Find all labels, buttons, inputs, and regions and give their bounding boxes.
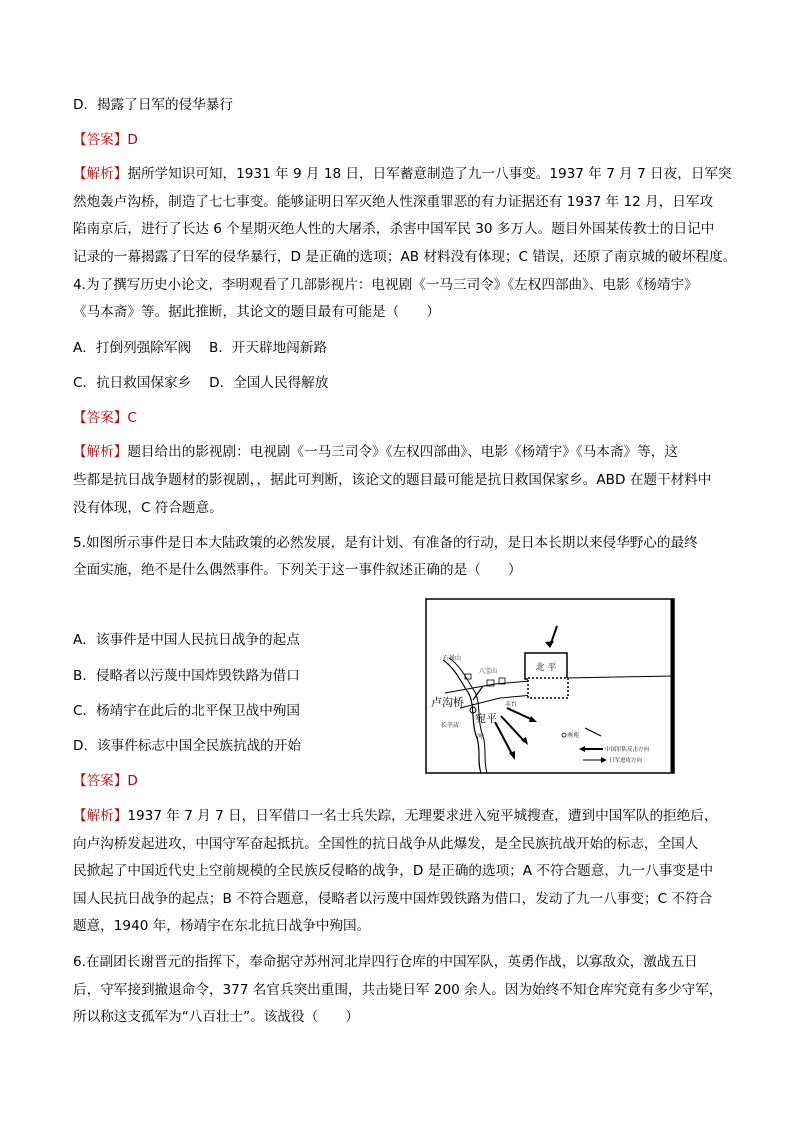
q5-option-b: B．侵略者以污蔑中国炸毁铁路为借口 [73,668,300,684]
q4-stem-line-1: 4.为了撰写历史小论文，李明观看了几部影视片：电视剧《一马三司令》《左权四部曲》、电影《杨靖宇》 [73,277,698,293]
analysis-tag: 【解析】 [73,808,128,824]
q5-option-a: A．该事件是中国人民抗日战争的起点 [73,632,300,648]
q4-options-row-1: A．打倒列强除军阀 B．开天辟地闯新路 [73,340,328,356]
map-label-changxindian: 长辛店 [441,722,460,729]
answer-value: D [127,773,138,789]
q3-analysis-line-1: 【解析】据所学知识可知，1931 年 9 月 18 日，日军蓄意制造了九一八事变。1937 年 7 月 7 日夜，日军突 [73,166,732,182]
q4-stem-line-2: 《马本斋》等。据此推断，其论文的题目最有可能是（ ） [73,304,441,320]
q4-analysis-line-2: 些都是抗日战争题材的影视剧，，据此可判断，该论文的题目最可能是抗日救国保家乡。ABD 在题干材料中 [73,472,712,488]
map-label-shijingshan: 石景山 [443,655,462,662]
q3-answer [73,131,138,149]
map-label-nanyuan: 南苑 [567,732,580,739]
q5-option-d: D．该事件标志中国全民族抗战的开始 [73,738,301,754]
q4-analysis-line-3: 没有体现，C 符合题意。 [73,500,223,516]
map-legend-chinese-army: 中国军队反击方向 [605,747,650,753]
map-label-beiping: 北 平 [535,663,557,673]
q5-stem-line-2: 全面实施，绝不是什么偶然事件。下列关于这一事件叙述正确的是（ ） [73,562,522,578]
analysis-tag: 【解析】 [73,444,128,460]
answer-tag: 【答案】 [73,132,128,148]
map-label-babaoshan: 八宝山 [479,668,498,675]
q6-stem-line-2: 后，守军接到撤退命令，377 名官兵突出重围，共击毙日军 200 余人。因为始终不知仓库究竟有多少守军， [73,982,723,998]
answer-tag: 【答案】 [73,773,128,789]
q5-stem-line-1: 5.如图所示事件是日本大陆政策的必然发展，是有计划、有准备的行动，是日本长期以来侵华野心的最终 [73,535,698,551]
q5-option-c: C．杨靖宇在此后的北平保卫战中殉国 [73,703,300,719]
answer-value: D [127,132,138,148]
q4-analysis-line-1: 【解析】题目给出的影视剧：电视剧《一马三司令》《左权四部曲》、电影《杨靖宇》《马本斋》等，这 [73,444,678,460]
map-legend-japanese-army: 日军进攻方向 [609,758,643,764]
q5-analysis-line-4: 国人民抗日战争的起点；B 不符合题意，侵略者以污蔑中国炸毁铁路为借口，发动了九一八事变；C 不符合 [73,891,713,907]
analysis-tag: 【解析】 [73,166,128,182]
q3-analysis-line-3: 陷南京后，进行了长达 6 个星期灭绝人性的大屠杀，杀害中国军民 30 多万人。题目外国某传教士的日记中 [73,221,715,237]
answer-tag: 【答案】 [73,410,128,426]
q6-stem-line-1: 6.在副团长谢晋元的指挥下，奉命据守苏州河北岸四行仓库的中国军队，英勇作战，以寡敌众，激战五日 [73,954,698,970]
map-label-river: 河 [477,733,484,740]
q5-analysis-line-2: 向卢沟桥发起进攻，中国守军奋起抵抗。全国性的抗日战争从此爆发，是全民族抗战开始的标志，全国人 [73,836,699,852]
map-label-wanping: 宛平 [475,712,497,725]
q4-options-row-2: C．抗日救国保家乡 D．全国人民得解放 [73,375,329,391]
q4-answer [73,409,137,427]
q3-option-d: D．揭露了日军的侵华暴行 [73,97,233,113]
q3-analysis-line-4: 记录的一幕揭露了日军的侵华暴行，D 是正确的选项；AB 材料没有体现；C 错误，还原了南京城的破坏程度。 [73,249,737,265]
map-label-fengtai: 丰台 [505,701,518,708]
q5-analysis-line-5: 题意，1940 年，杨靖宇在东北抗日战争中殉国。 [73,918,371,934]
q5-analysis-line-3: 民掀起了中国近代史上空前规模的全民族反侵略的战争，D 是正确的选项；A 不符合题意，九一八事变是中 [73,863,714,879]
map-label-lugouqiao: 卢沟桥 [431,696,464,709]
lugouqiao-incident-map [425,598,675,774]
q6-stem-line-3: 所以称这支孤军为“八百壮士”。该战役（ ） [73,1009,359,1025]
q3-analysis-line-2: 然炮轰卢沟桥，制造了七七事变。能够证明日军灭绝人性深重罪恶的有力证据还有 1937 年 12 月，日军攻 [73,194,714,210]
q5-analysis-line-1: 【解析】1937 年 7 月 7 日，日军借口一名士兵失踪，无理要求进入宛平城搜查，遭到中国军队的拒绝后， [73,808,718,824]
answer-value: C [127,410,137,426]
q5-answer [73,772,138,790]
